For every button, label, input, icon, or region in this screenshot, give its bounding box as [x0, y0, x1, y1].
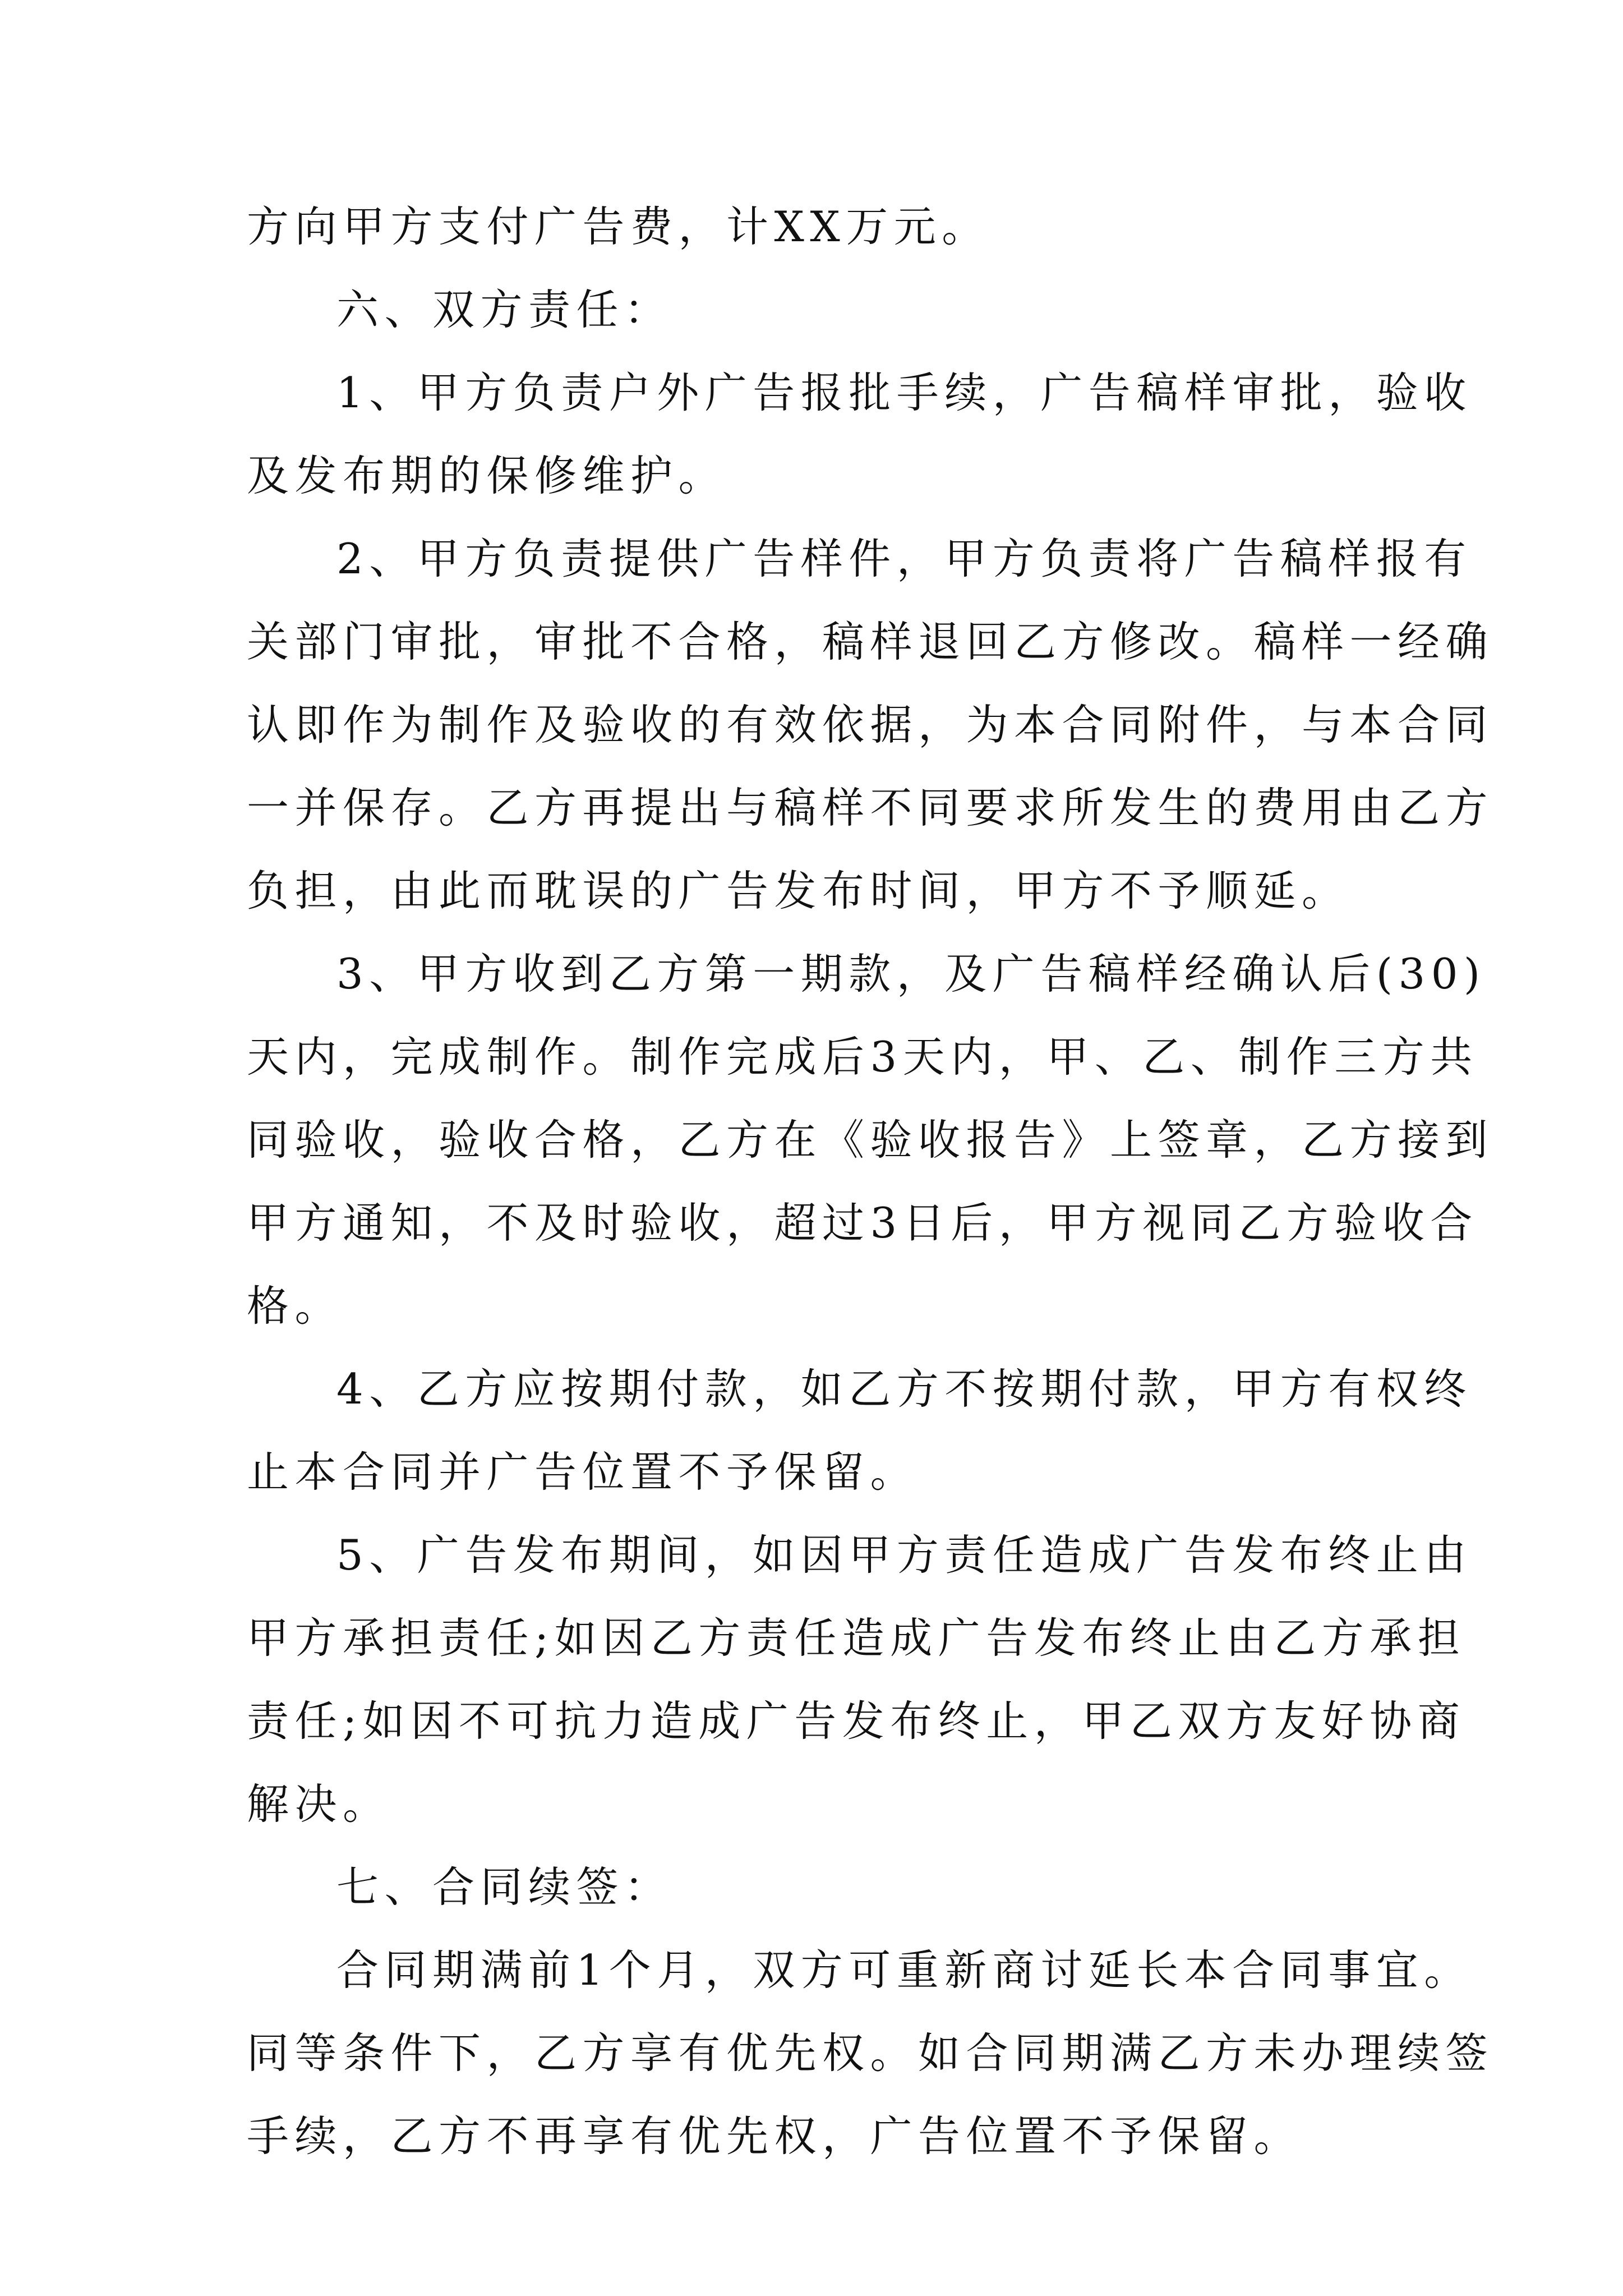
text-line: 及发布期的保修维护。: [247, 451, 727, 500]
text-line: 方向甲方支付广告费，计XX万元。: [247, 202, 990, 251]
text-line: 1、甲方负责户外广告报批手续，广告稿样审批，验收: [336, 368, 1472, 417]
text-line: 手续，乙方不再享有优先权，广告位置不予保留。: [247, 2111, 1302, 2161]
document-body: [247, 185, 1494, 2178]
section-heading: 六、双方责任：: [336, 285, 672, 334]
text-line: 一并保存。乙方再提出与稿样不同要求所发生的费用由乙方: [247, 783, 1494, 832]
text-line: 甲方承担责任;如因乙方责任造成广告发布终止由乙方承担: [247, 1613, 1466, 1663]
text-line: 天内，完成制作。制作完成后3天内，甲、乙、制作三方共: [247, 1032, 1478, 1082]
text-line: 关部门审批，审批不合格，稿样退回乙方修改。稿样一经确: [247, 617, 1494, 666]
text-line: 解决。: [247, 1779, 391, 1829]
text-line: 5、广告发布期间，如因甲方责任造成广告发布终止由: [336, 1530, 1472, 1580]
text-line: 责任;如因不可抗力造成广告发布终止，甲乙双方友好协商: [247, 1696, 1466, 1746]
text-line: 3、甲方收到乙方第一期款，及广告稿样经确认后(30): [336, 949, 1486, 999]
text-line: 甲方通知，不及时验收，超过3日后，甲方视同乙方验收合: [247, 1198, 1478, 1248]
text-line: 格。: [247, 1281, 343, 1331]
text-line: 同等条件下，乙方享有优先权。如合同期满乙方未办理续签: [247, 2028, 1494, 2078]
text-line: 2、甲方负责提供广告样件，甲方负责将广告稿样报有: [336, 534, 1472, 583]
text-line: 合同期满前1个月，双方可重新商讨延长本合同事宜。: [336, 1945, 1472, 1995]
text-line: 认即作为制作及验收的有效依据，为本合同附件，与本合同: [247, 700, 1494, 749]
text-line: 4、乙方应按期付款，如乙方不按期付款，甲方有权终: [336, 1364, 1472, 1414]
text-line: 止本合同并广告位置不予保留。: [247, 1447, 919, 1497]
text-line: 同验收，验收合格，乙方在《验收报告》上签章，乙方接到: [247, 1115, 1494, 1165]
section-heading: 七、合同续签：: [336, 1862, 672, 1912]
text-line: 负担，由此而耽误的广告发布时间，甲方不予顺延。: [247, 866, 1350, 915]
